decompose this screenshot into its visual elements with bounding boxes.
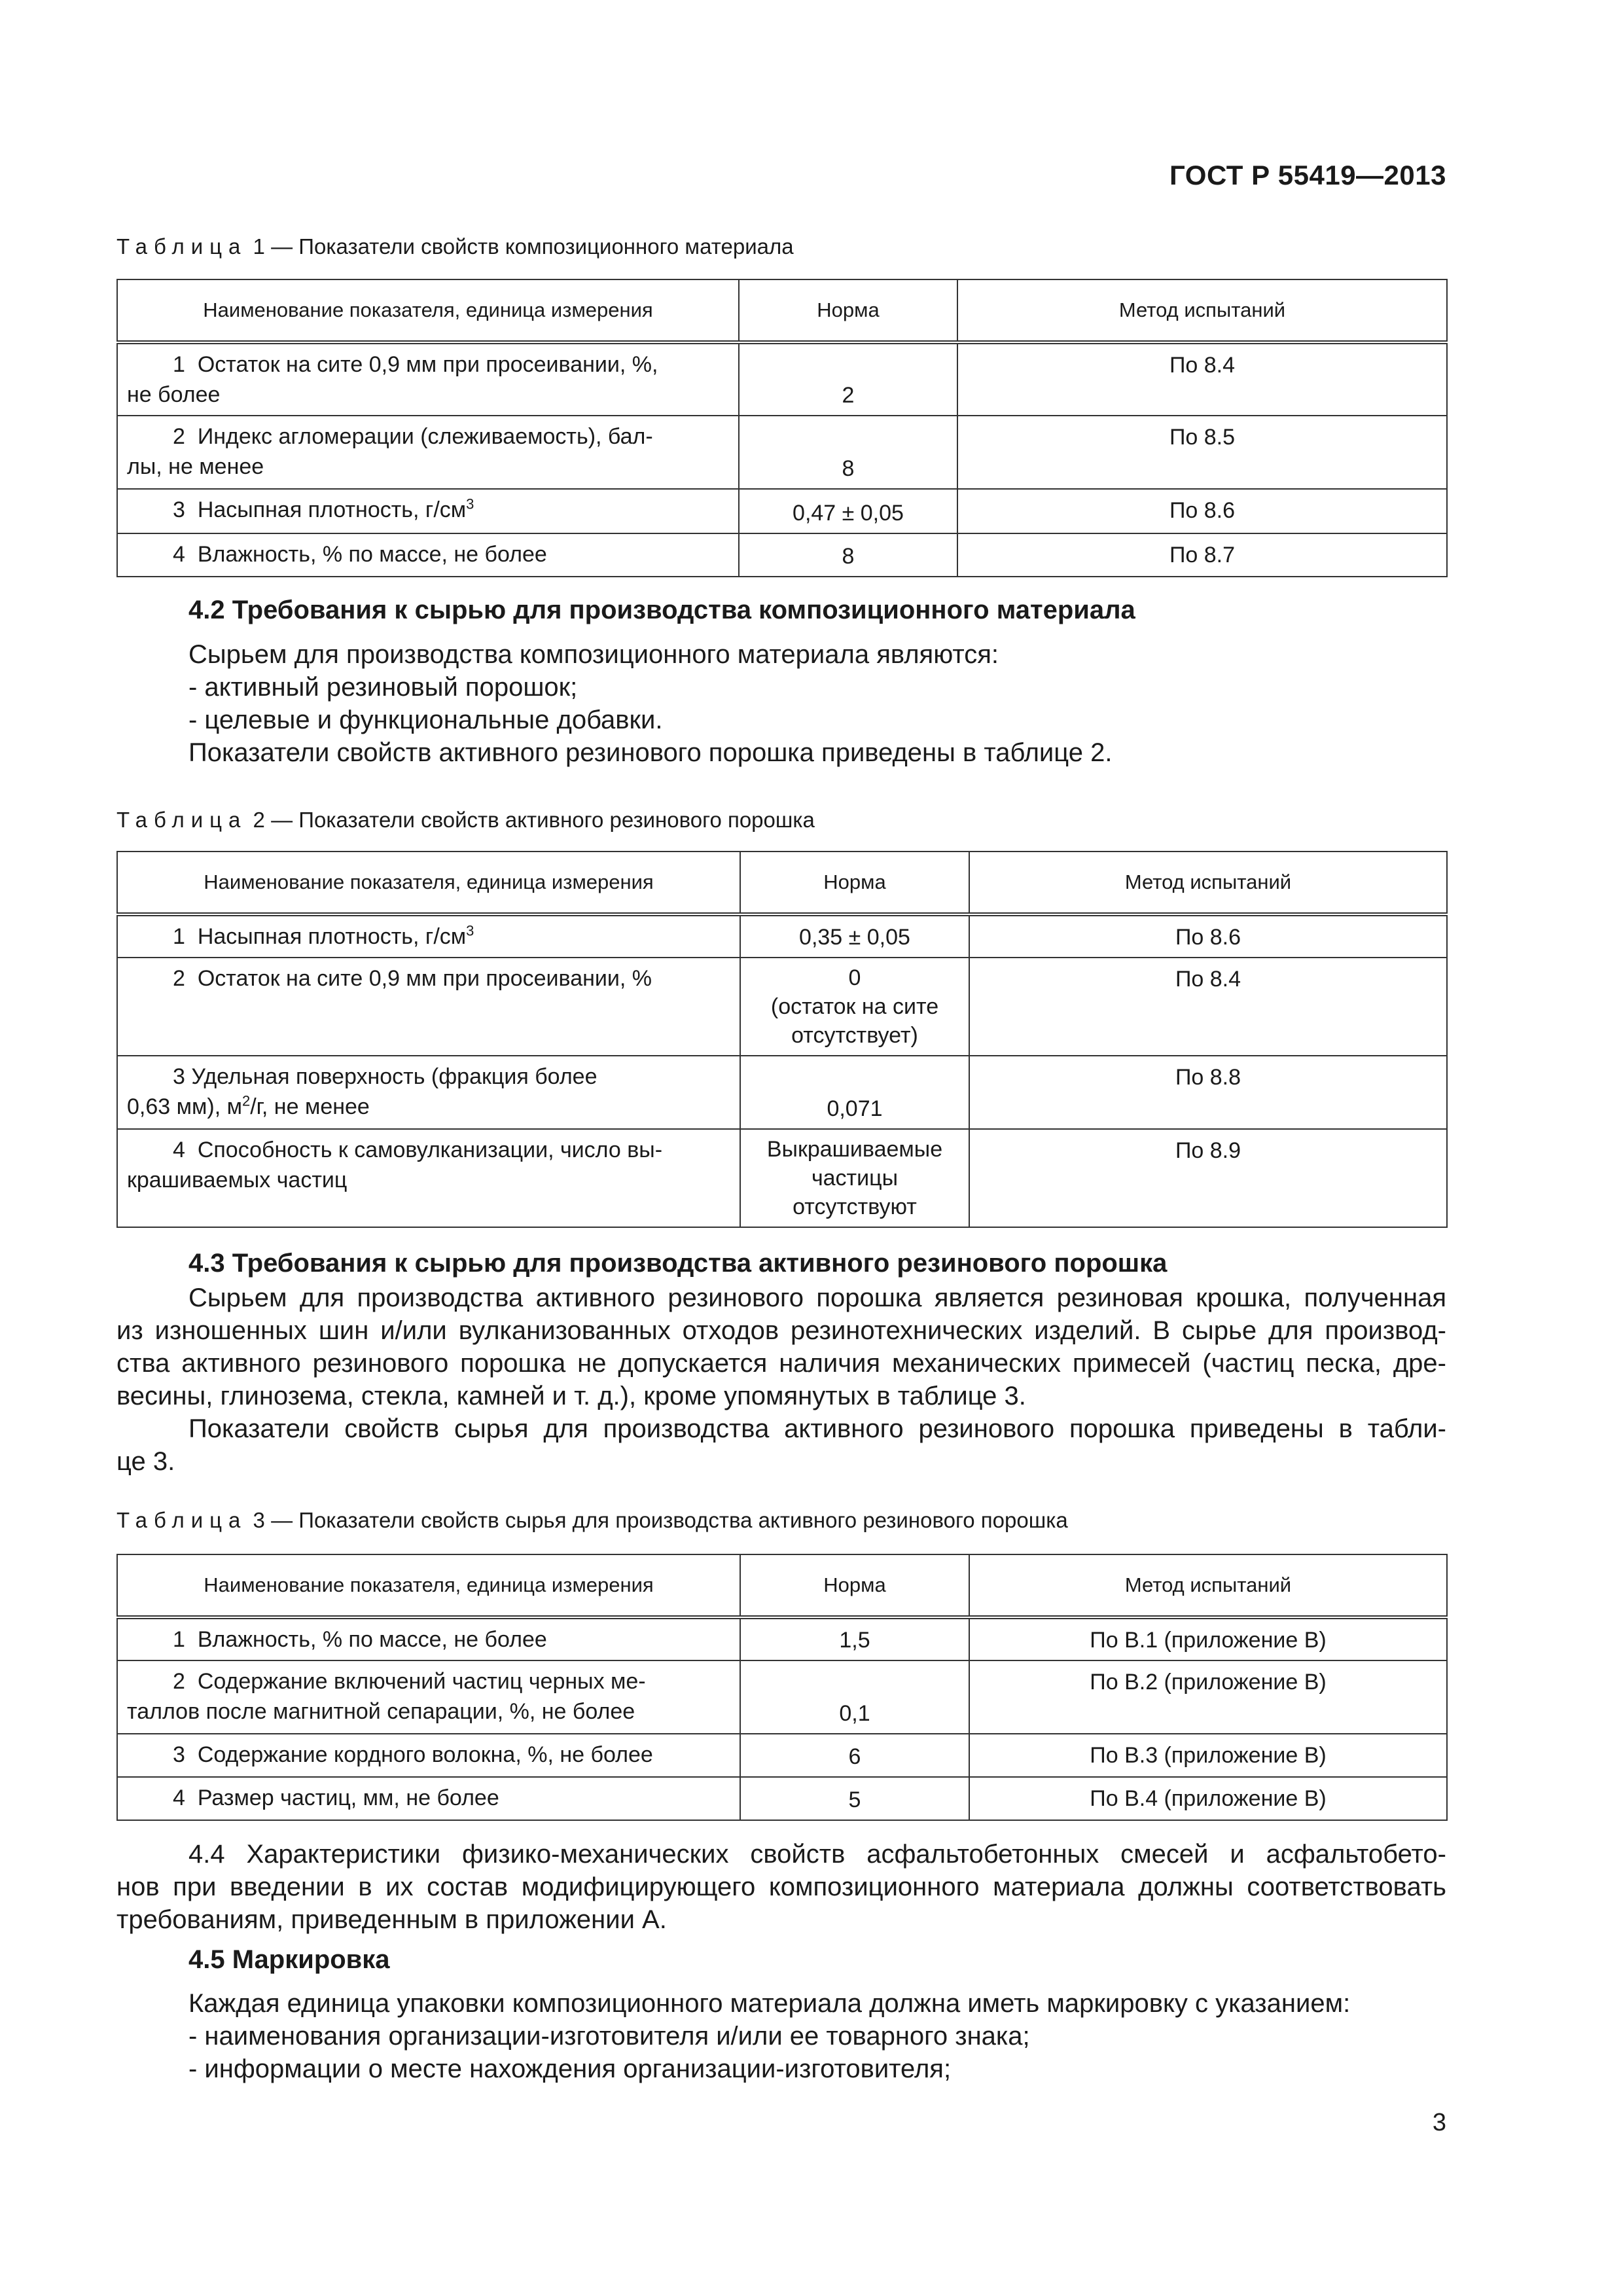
- norm-line: частицы: [811, 1166, 899, 1191]
- table1-header-method: Метод испытаний: [957, 279, 1447, 342]
- table2-cell-norm: [740, 958, 969, 1056]
- norm-line: отсутствуют: [793, 1194, 917, 1219]
- section-4-2-title: 4.2 Требования к сырью для производства композиционного материала: [188, 596, 1135, 624]
- table3-caption-prefix: Таблица: [116, 1508, 247, 1532]
- table2-header-method: Метод испытаний: [969, 852, 1447, 914]
- row-name-cont: 0,63 мм), м: [127, 1094, 242, 1119]
- table2-cell-name: [117, 958, 740, 1056]
- table3-cell-method: По В.2 (приложение В): [969, 1660, 1447, 1734]
- section-4-5-title: 4.5 Маркировка: [188, 1945, 390, 1974]
- superscript: 2: [241, 1092, 251, 1109]
- table-row: [117, 416, 1447, 489]
- table2-cell-name: [117, 1129, 740, 1227]
- table2-cell-norm: 0,35 ± 0,05: [740, 914, 969, 958]
- table3-cell-method: По В.3 (приложение В): [969, 1734, 1447, 1777]
- table-row: [117, 1777, 1447, 1820]
- norm-line: Выкрашиваемые: [766, 1137, 943, 1162]
- table2-header-name: Наименование показателя, единица измерения: [117, 852, 740, 914]
- row-name: Индекс агломерации (слеживаемость), бал-: [197, 424, 653, 449]
- paragraph-line: Сырьем для производства активного резинового порошка является резиновая крошка, полученная: [188, 1283, 1446, 1312]
- row-name: Насыпная плотность, г/см: [197, 924, 467, 949]
- superscript: 3: [466, 922, 474, 939]
- table2-cell-norm: 0,071: [740, 1056, 969, 1129]
- paragraph-line: Показатели свойств сырья для производства активного резинового порошка приведены в табли-: [188, 1414, 1446, 1443]
- row-number: 4: [173, 1785, 185, 1810]
- section-4-4-paragraph: [116, 1838, 1446, 1936]
- row-number: 3: [173, 1742, 185, 1767]
- table1-cell-norm: 8: [739, 533, 957, 577]
- paragraph-line: 4.4 Характеристики физико-механических свойств асфальтобетонных смесей и асфальтобето-: [188, 1840, 1446, 1869]
- table1-cell-method: По 8.7: [957, 533, 1447, 577]
- table3-caption: [116, 1508, 1068, 1533]
- table1-cell-norm: 2: [739, 342, 957, 416]
- table3-cell-name: [117, 1660, 740, 1734]
- table3-header-method: Метод испытаний: [969, 1554, 1447, 1617]
- table1-caption-text: 1 — Показатели свойств композиционного материала: [247, 234, 794, 259]
- row-name-cont: /г, не менее: [250, 1094, 370, 1119]
- table1-cell-name: [117, 489, 739, 533]
- table3-cell-norm: 0,1: [740, 1660, 969, 1734]
- norm-line: 0: [848, 965, 861, 990]
- table1-cell-method: По 8.4: [957, 342, 1447, 416]
- table-row: [117, 1056, 1447, 1129]
- table2-header-row: [117, 852, 1447, 914]
- row-name: Насыпная плотность, г/см: [197, 497, 467, 522]
- norm-line: (остаток на сите: [770, 994, 939, 1019]
- norm-line: отсутствует): [791, 1023, 918, 1048]
- table-row: [117, 1617, 1447, 1660]
- row-number: 3: [173, 1064, 185, 1089]
- table-row: [117, 914, 1447, 958]
- document-code: ГОСТ Р 55419—2013: [1169, 160, 1446, 190]
- paragraph-line: весины, глинозема, стекла, камней и т. д.), кроме упомянутых в таблице 3.: [116, 1382, 1026, 1410]
- table3-cell-method: По В.1 (приложение В): [969, 1617, 1447, 1660]
- section-4-5-line: - наименования организации-изготовителя и/или ее товарного знака;: [188, 2022, 1030, 2051]
- row-name: Способность к самовулканизации, число вы-: [197, 1138, 663, 1162]
- row-name: Размер частиц, мм, не более: [197, 1785, 499, 1810]
- table1-cell-norm: 8: [739, 416, 957, 489]
- table1-cell-name: [117, 342, 739, 416]
- row-name: Остаток на сите 0,9 мм при просеивании, %,: [197, 352, 658, 377]
- table2-cell-method: По 8.4: [969, 958, 1447, 1056]
- table1-cell-name: [117, 416, 739, 489]
- table3-header-name: Наименование показателя, единица измерения: [117, 1554, 740, 1617]
- table3-caption-text: 3 — Показатели свойств сырья для производства активного резинового порошка: [247, 1508, 1068, 1532]
- table1-header-row: [117, 279, 1447, 342]
- table1-caption: [116, 234, 794, 259]
- section-4-3-paragraph-2: [116, 1412, 1446, 1478]
- paragraph-line: нов при введении в их состав модифицирующего композиционного материала должны соответствовать: [116, 1873, 1446, 1901]
- row-name-cont: лы, не менее: [127, 454, 264, 479]
- row-name: Влажность, % по массе, не более: [197, 542, 547, 567]
- table-row: [117, 1734, 1447, 1777]
- table3-cell-name: [117, 1617, 740, 1660]
- section-4-2-line: - активный резиновый порошок;: [188, 673, 578, 702]
- row-number: 1: [173, 1627, 185, 1652]
- table2-cell-norm: [740, 1129, 969, 1227]
- table2-header-norm: Норма: [740, 852, 969, 914]
- table3: [116, 1554, 1448, 1821]
- table3-cell-method: По В.4 (приложение В): [969, 1777, 1447, 1820]
- table1-cell-method: По 8.5: [957, 416, 1447, 489]
- row-name: Содержание кордного волокна, %, не более: [197, 1742, 653, 1767]
- table-row: [117, 342, 1447, 416]
- table-row: [117, 958, 1447, 1056]
- superscript: 3: [466, 495, 474, 512]
- table1-header-name: Наименование показателя, единица измерения: [117, 279, 739, 342]
- table2-caption-text: 2 — Показатели свойств активного резинового порошка: [247, 808, 815, 832]
- table2-caption: [116, 808, 815, 833]
- table2-cell-method: По 8.6: [969, 914, 1447, 958]
- row-name: Влажность, % по массе, не более: [197, 1627, 547, 1652]
- section-4-2-line: Сырьем для производства композиционного материала являются:: [188, 640, 999, 669]
- table1-header-norm: Норма: [739, 279, 957, 342]
- table-row: [117, 489, 1447, 533]
- table-row: [117, 1660, 1447, 1734]
- table3-cell-norm: 1,5: [740, 1617, 969, 1660]
- table3-cell-norm: 5: [740, 1777, 969, 1820]
- row-number: 1: [173, 924, 185, 949]
- row-number: 2: [173, 1669, 185, 1694]
- row-number: 3: [173, 497, 185, 522]
- table2-cell-name: [117, 914, 740, 958]
- table3-header-row: [117, 1554, 1447, 1617]
- table1-cell-norm: 0,47 ± 0,05: [739, 489, 957, 533]
- table3-header-norm: Норма: [740, 1554, 969, 1617]
- row-name-cont: таллов после магнитной сепарации, %, не более: [127, 1699, 635, 1724]
- table2-caption-prefix: Таблица: [116, 808, 247, 832]
- section-4-3-paragraph-1: [116, 1282, 1446, 1412]
- table2-cell-method: По 8.9: [969, 1129, 1447, 1227]
- table3-cell-name: [117, 1734, 740, 1777]
- row-number: 4: [173, 542, 185, 567]
- section-4-5-line: Каждая единица упаковки композиционного материала должна иметь маркировку с указанием:: [188, 1989, 1351, 2018]
- table1-cell-name: [117, 533, 739, 577]
- section-4-2-line: - целевые и функциональные добавки.: [188, 706, 663, 734]
- table3-cell-norm: 6: [740, 1734, 969, 1777]
- row-number: 2: [173, 966, 185, 991]
- paragraph-line: ства активного резинового порошка не допускается наличия механических примесей (частиц песка, дре-: [116, 1349, 1446, 1378]
- paragraph-line: це 3.: [116, 1447, 175, 1476]
- page-number: 3: [1432, 2109, 1446, 2136]
- table2-cell-name: [117, 1056, 740, 1129]
- paragraph-line: из изношенных шин и/или вулканизованных отходов резинотехнических изделий. В сырье для производ-: [116, 1316, 1446, 1345]
- section-4-5-line: - информации о месте нахождения организации-изготовителя;: [188, 2054, 952, 2083]
- table1-caption-prefix: Таблица: [116, 234, 247, 259]
- table1: [116, 279, 1448, 577]
- paragraph-line: требованиям, приведенным в приложении А.: [116, 1905, 667, 1934]
- row-name-cont: не более: [127, 382, 221, 407]
- table-row: [117, 1129, 1447, 1227]
- row-number: 4: [173, 1138, 185, 1162]
- section-4-2-line: Показатели свойств активного резинового порошка приведены в таблице 2.: [188, 738, 1113, 767]
- table1-cell-method: По 8.6: [957, 489, 1447, 533]
- row-number: 1: [173, 352, 185, 377]
- row-number: 2: [173, 424, 185, 449]
- row-name: Остаток на сите 0,9 мм при просеивании, %: [197, 966, 652, 991]
- table2: [116, 851, 1448, 1228]
- table3-cell-name: [117, 1777, 740, 1820]
- row-name: Удельная поверхность (фракция более: [191, 1064, 597, 1089]
- row-name-cont: крашиваемых частиц: [127, 1168, 348, 1193]
- row-name: Содержание включений частиц черных ме-: [197, 1669, 646, 1694]
- table-row: [117, 533, 1447, 577]
- section-4-3-title: 4.3 Требования к сырью для производства активного резинового порошка: [188, 1249, 1168, 1278]
- table2-cell-method: По 8.8: [969, 1056, 1447, 1129]
